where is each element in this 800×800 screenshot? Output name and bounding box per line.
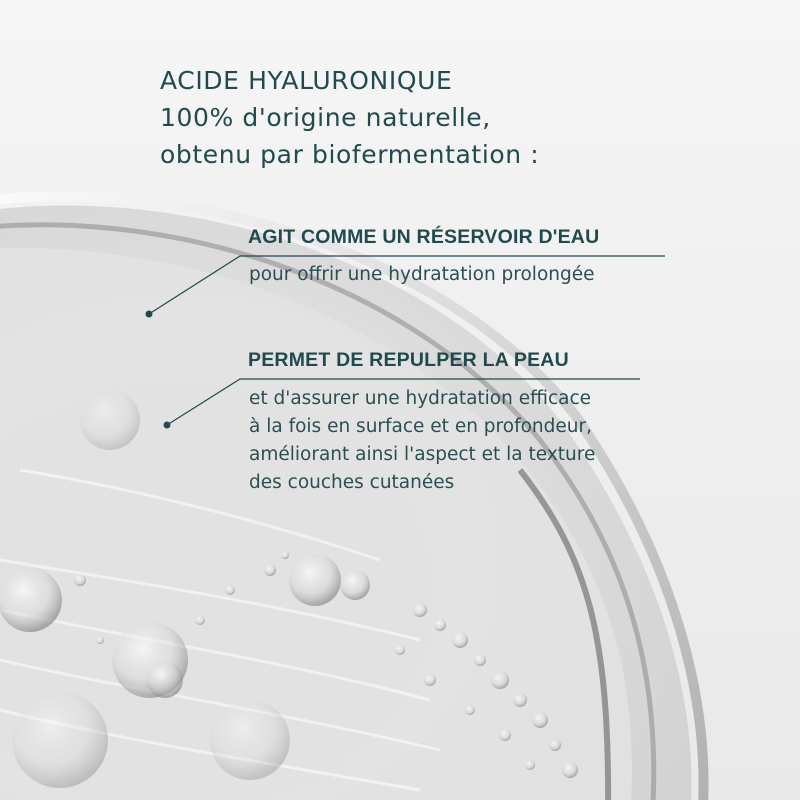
benefit-title-1: AGIT COMME UN RÉSERVOIR D'EAU bbox=[248, 226, 600, 248]
benefit-2-line-2: à la fois en surface et en profondeur, bbox=[249, 416, 592, 437]
benefit-text-2 bbox=[249, 385, 595, 497]
headline-line-1: ACIDE HYALURONIQUE bbox=[160, 66, 453, 95]
headline bbox=[160, 62, 760, 173]
benefit-2-line-3: améliorant ainsi l'aspect et la texture bbox=[249, 444, 596, 465]
benefit-text-1 bbox=[249, 261, 595, 289]
benefit-2-line-4: des couches cutanées bbox=[249, 472, 455, 493]
benefit-2-line-1: et d'assurer une hydratation efficace bbox=[249, 388, 592, 409]
benefit-1-line-1: pour offrir une hydratation prolongée bbox=[249, 264, 595, 285]
benefit-title-2: PERMET DE REPULPER LA PEAU bbox=[248, 349, 569, 371]
headline-line-2: 100% d'origine naturelle, bbox=[160, 103, 491, 132]
headline-line-3: obtenu par biofermentation : bbox=[160, 140, 540, 169]
